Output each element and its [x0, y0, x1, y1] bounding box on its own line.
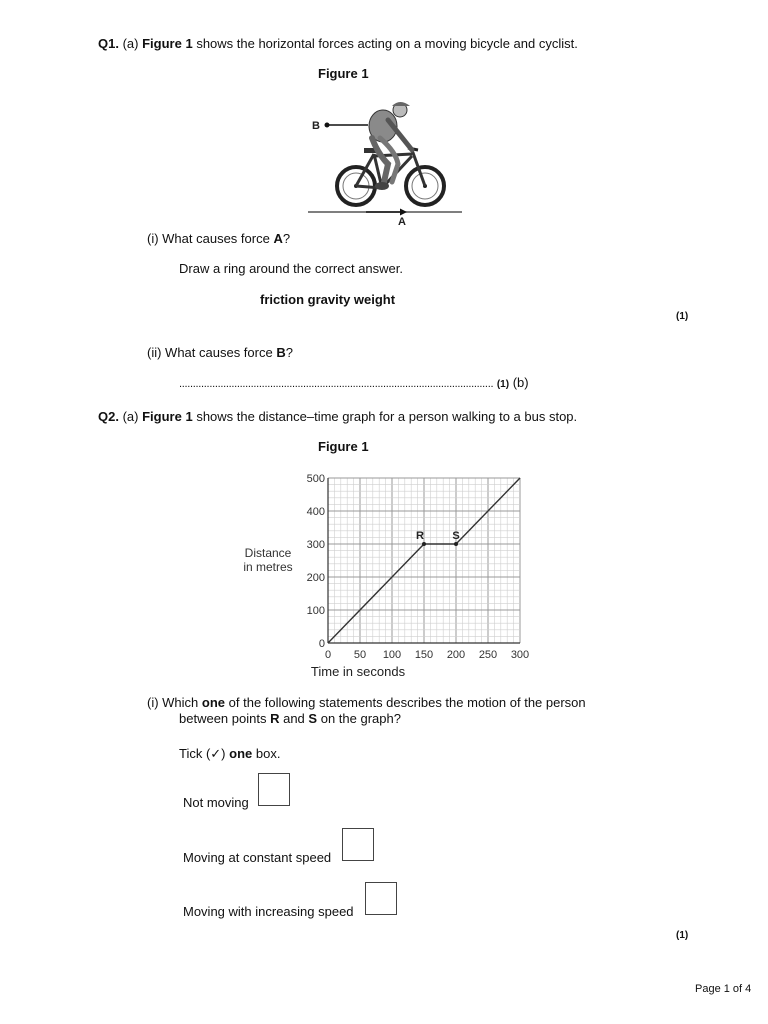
q1-ii-prefix: (ii) What causes force [147, 345, 273, 360]
x-tick-label: 150 [414, 649, 434, 661]
label-b: B [312, 120, 320, 132]
x-tick-label: 250 [478, 649, 498, 661]
tick-box-not-moving[interactable] [258, 773, 290, 806]
y-tick-label: 400 [306, 506, 325, 518]
x-tick-label: 300 [510, 649, 530, 661]
tick-box-constant-speed[interactable] [342, 828, 374, 861]
y-tick-label: 500 [306, 473, 325, 485]
q2-i-prefix: (i) Which [147, 695, 199, 710]
q1-ii-mark: (1) [496, 379, 510, 390]
q2-part-a: (a) [122, 409, 139, 424]
x-tick-label: 0 [324, 649, 332, 661]
q1-i-force: A [273, 231, 283, 246]
q2-i2-rest: on the graph? [320, 711, 401, 726]
q2-i-line2 [179, 711, 401, 726]
y-tick-label: 300 [306, 539, 325, 551]
x-tick-label: 50 [353, 649, 367, 661]
q2-figure-ref: Figure 1 [142, 409, 193, 424]
choice-label-not-moving: Not moving [183, 795, 249, 810]
y-tick-label: 100 [306, 605, 325, 617]
q1-intro-text: shows the horizontal forces acting on a moving bicycle and cyclist. [196, 36, 578, 51]
page-number: Page 1 of 4 [695, 983, 752, 995]
q2-intro [98, 409, 577, 424]
x-tick-label: 200 [446, 649, 466, 661]
y-axis-label-line1: Distance [244, 546, 292, 560]
y-tick-label: 200 [306, 572, 325, 584]
y-axis-label-line2: in metres [243, 560, 293, 574]
q2-mark: (1) [676, 930, 689, 941]
q2-tick-rest: box. [255, 746, 281, 761]
annotation-label-r: R [416, 530, 424, 542]
q1-figure-title: Figure 1 [318, 66, 369, 81]
q2-i-rest: of the following statements describes the motion of the person [228, 695, 586, 710]
bicycle-figure [300, 98, 470, 228]
q2-i2-prefix: between points [179, 711, 267, 726]
q2-i2-and: and [283, 711, 305, 726]
q1-options[interactable]: friction gravity weight [260, 292, 396, 307]
q1-intro [98, 36, 578, 51]
label-a: A [398, 216, 406, 228]
q1-i-prefix: (i) What causes force [147, 231, 270, 246]
q2-number: Q2. [98, 409, 119, 424]
q1-ii-question [147, 345, 293, 360]
annotation-point-s [454, 542, 458, 546]
q2-i2-s: S [308, 711, 318, 726]
q1-next-part: (b) [512, 375, 529, 390]
q1-figure-ref: Figure 1 [142, 36, 193, 51]
q1-i-question [147, 231, 290, 246]
y-tick-label: 0 [318, 638, 325, 650]
q1-ii-suffix: ? [285, 345, 293, 360]
q2-tick-prefix: Tick (✓) [179, 746, 226, 761]
annotation-label-s: S [452, 530, 460, 542]
q2-i-line1 [147, 695, 586, 710]
chart-ticks [307, 473, 530, 661]
x-axis-label: Time in seconds [310, 664, 406, 679]
annotation-point-r [422, 542, 426, 546]
choice-label-increasing-speed: Moving with increasing speed [183, 904, 354, 919]
q2-intro-text: shows the distance–time graph for a person walking to a bus stop. [196, 409, 578, 424]
q2-i-bold: one [201, 695, 226, 710]
q1-part-a: (a) [122, 36, 139, 51]
force-a-arrowhead [400, 209, 407, 216]
q2-tick-instruction [179, 746, 280, 762]
chart-grid [328, 478, 520, 643]
x-tick-label: 100 [382, 649, 402, 661]
q1-ii-answer-line[interactable]: .................................................................................................................. [179, 378, 494, 390]
q2-i2-r: R [270, 711, 280, 726]
q1-number: Q1. [98, 36, 119, 51]
q1-ii-answer-row [179, 375, 529, 390]
q2-tick-bold: one [229, 746, 253, 761]
q1-i-mark: (1) [676, 311, 689, 322]
q1-ii-force: B [276, 345, 286, 360]
choice-label-constant-speed: Moving at constant speed [183, 850, 332, 865]
q2-figure-title: Figure 1 [318, 439, 369, 454]
force-b-arrowhead [325, 123, 330, 128]
distance-time-chart [230, 466, 550, 686]
q1-i-suffix: ? [282, 231, 291, 246]
q1-instruction: Draw a ring around the correct answer. [179, 261, 403, 276]
tick-box-increasing-speed[interactable] [365, 882, 397, 915]
